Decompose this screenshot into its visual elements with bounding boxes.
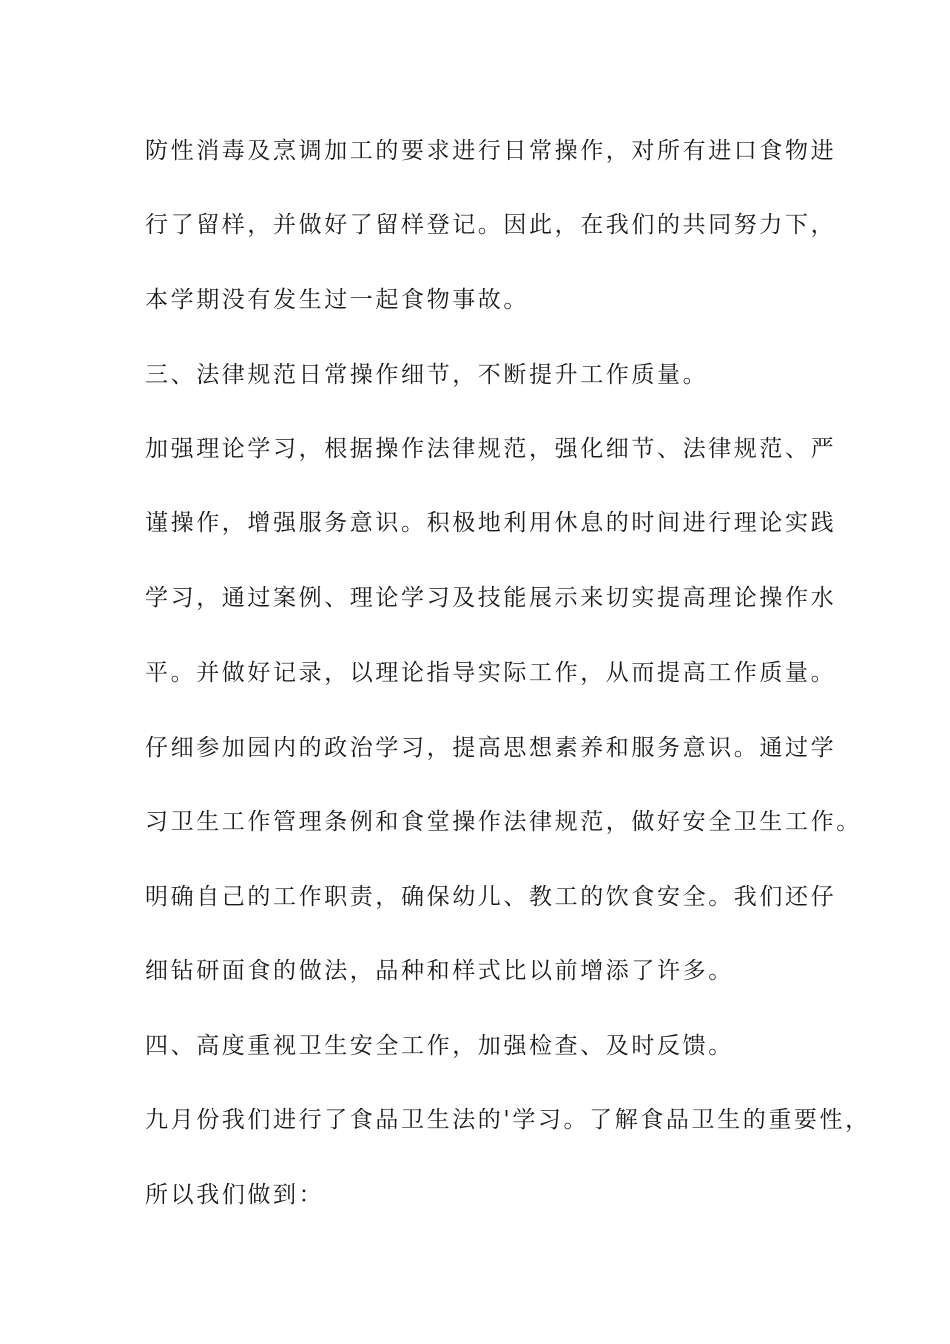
text-line: 仔细参加园内的政治学习，提高思想素养和服务意识。通过学	[145, 735, 837, 761]
text-line: 九月份我们进行了食品卫生法的'学习。了解食品卫生的重要性，	[145, 1107, 871, 1133]
text-line: 谨操作，增强服务意识。积极地利用休息的时间进行理论实践	[145, 510, 837, 536]
text-line: 本学期没有发生过一起食物事故。	[145, 287, 529, 313]
section-heading: 四、高度重视卫生安全工作，加强检查、及时反馈。	[145, 1033, 734, 1059]
text-line: 学习，通过案例、理论学习及技能展示来切实提高理论操作水	[145, 585, 837, 611]
text-line: 所以我们做到：	[145, 1182, 325, 1208]
text-line: 细钻研面食的做法，品种和样式比以前增添了许多。	[145, 958, 734, 984]
text-line: 行了留样，并做好了留样登记。因此，在我们的共同努力下，	[145, 212, 837, 238]
text-line: 明确自己的工作职责，确保幼儿、教工的饮食安全。我们还仔	[145, 884, 837, 910]
text-line: 习卫生工作管理条例和食堂操作法律规范，做好安全卫生工作。	[145, 809, 862, 835]
section-heading: 三、法律规范日常操作细节，不断提升工作质量。	[145, 362, 709, 388]
text-line: 加强理论学习，根据操作法律规范，强化细节、法律规范、严	[145, 436, 837, 462]
text-line: 防性消毒及烹调加工的要求进行日常操作，对所有进口食物进	[145, 138, 837, 164]
text-line: 平。并做好记录，以理论指导实际工作，从而提高工作质量。	[145, 660, 837, 686]
